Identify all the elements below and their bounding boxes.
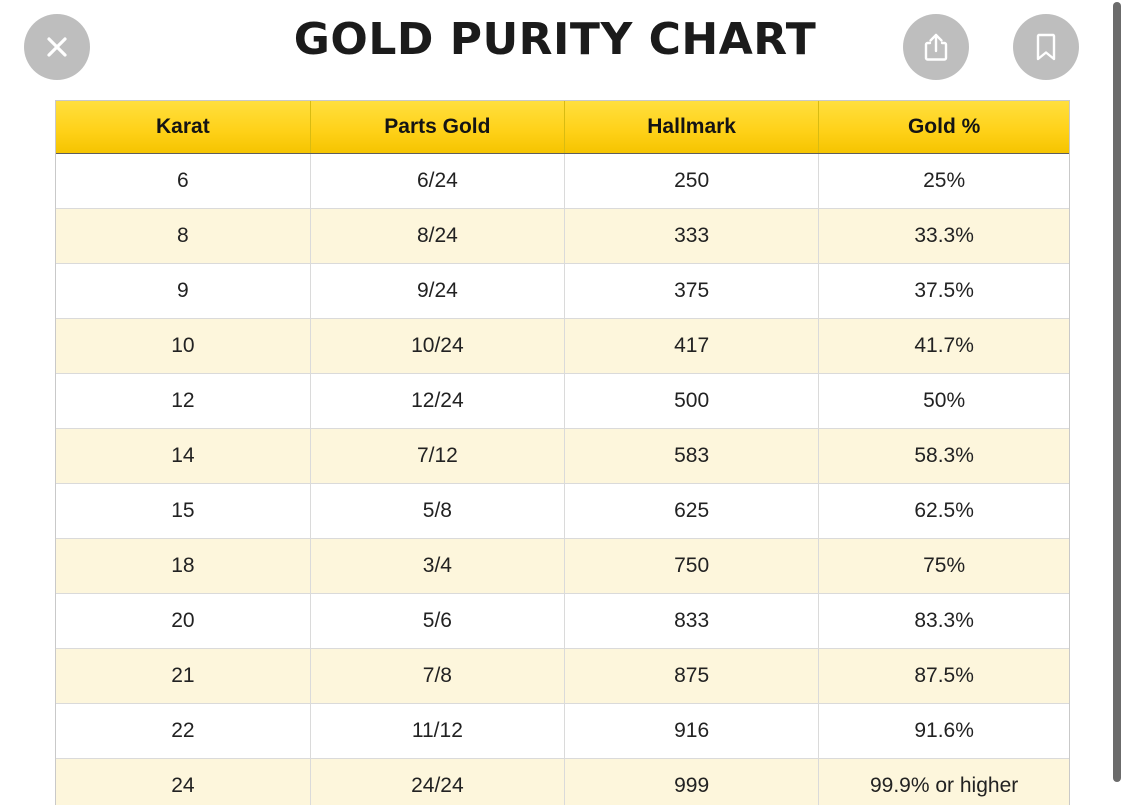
table-row (56, 594, 1069, 649)
table-cell: 9 (56, 264, 310, 319)
table-cell: 9/24 (310, 264, 564, 319)
table-cell: 12/24 (310, 374, 564, 429)
table-row (56, 704, 1069, 759)
close-icon (42, 32, 72, 62)
table-cell: 21 (56, 649, 310, 704)
table-cell: 999 (565, 759, 819, 805)
table-cell: 33.3% (819, 209, 1069, 264)
close-button[interactable] (24, 14, 90, 80)
table-cell: 18 (56, 539, 310, 594)
bookmark-icon (1034, 31, 1058, 63)
vertical-scrollbar[interactable] (1110, 0, 1124, 805)
table-cell: 10 (56, 319, 310, 374)
column-header-hallmark: Hallmark (565, 101, 819, 154)
table-row (56, 209, 1069, 264)
table-cell: 83.3% (819, 594, 1069, 649)
table-cell: 750 (565, 539, 819, 594)
table-row (56, 484, 1069, 539)
table-cell: 22 (56, 704, 310, 759)
share-button[interactable] (903, 14, 969, 80)
table-cell: 12 (56, 374, 310, 429)
table-cell: 37.5% (819, 264, 1069, 319)
gold-purity-table (55, 100, 1070, 805)
table-cell: 625 (565, 484, 819, 539)
table-cell: 58.3% (819, 429, 1069, 484)
table-cell: 75% (819, 539, 1069, 594)
table-cell: 833 (565, 594, 819, 649)
table-cell: 916 (565, 704, 819, 759)
scrollbar-thumb[interactable] (1113, 2, 1121, 782)
table-cell: 417 (565, 319, 819, 374)
table-cell: 25% (819, 154, 1069, 209)
table-cell: 20 (56, 594, 310, 649)
table-cell: 24 (56, 759, 310, 805)
table-row (56, 759, 1069, 805)
table-row (56, 319, 1069, 374)
table-row (56, 649, 1069, 704)
share-icon (921, 31, 951, 63)
table-cell: 250 (565, 154, 819, 209)
table-cell: 11/12 (310, 704, 564, 759)
table-cell: 15 (56, 484, 310, 539)
table-cell: 375 (565, 264, 819, 319)
table-row (56, 264, 1069, 319)
column-header-karat: Karat (56, 101, 310, 154)
table-cell: 87.5% (819, 649, 1069, 704)
table-cell: 333 (565, 209, 819, 264)
table-cell: 875 (565, 649, 819, 704)
table-cell: 99.9% or higher (819, 759, 1069, 805)
bookmark-button[interactable] (1013, 14, 1079, 80)
table-row (56, 429, 1069, 484)
table-cell: 5/6 (310, 594, 564, 649)
table-cell: 24/24 (310, 759, 564, 805)
column-header-parts-gold: Parts Gold (310, 101, 564, 154)
table-cell: 5/8 (310, 484, 564, 539)
table-cell: 14 (56, 429, 310, 484)
table-cell: 7/12 (310, 429, 564, 484)
table-row (56, 374, 1069, 429)
table-cell: 3/4 (310, 539, 564, 594)
table-cell: 500 (565, 374, 819, 429)
table-row (56, 154, 1069, 209)
table-header-row (56, 101, 1069, 154)
table-cell: 8 (56, 209, 310, 264)
table-cell: 91.6% (819, 704, 1069, 759)
table-cell: 6 (56, 154, 310, 209)
column-header-gold-percent: Gold % (819, 101, 1069, 154)
table-row (56, 539, 1069, 594)
viewer-toolbar (0, 0, 1110, 96)
page-title: GOLD PURITY CHART (293, 14, 817, 65)
table-cell: 10/24 (310, 319, 564, 374)
table-cell: 8/24 (310, 209, 564, 264)
table-cell: 50% (819, 374, 1069, 429)
table-cell: 41.7% (819, 319, 1069, 374)
table-cell: 7/8 (310, 649, 564, 704)
table-cell: 62.5% (819, 484, 1069, 539)
table-cell: 6/24 (310, 154, 564, 209)
table-cell: 583 (565, 429, 819, 484)
